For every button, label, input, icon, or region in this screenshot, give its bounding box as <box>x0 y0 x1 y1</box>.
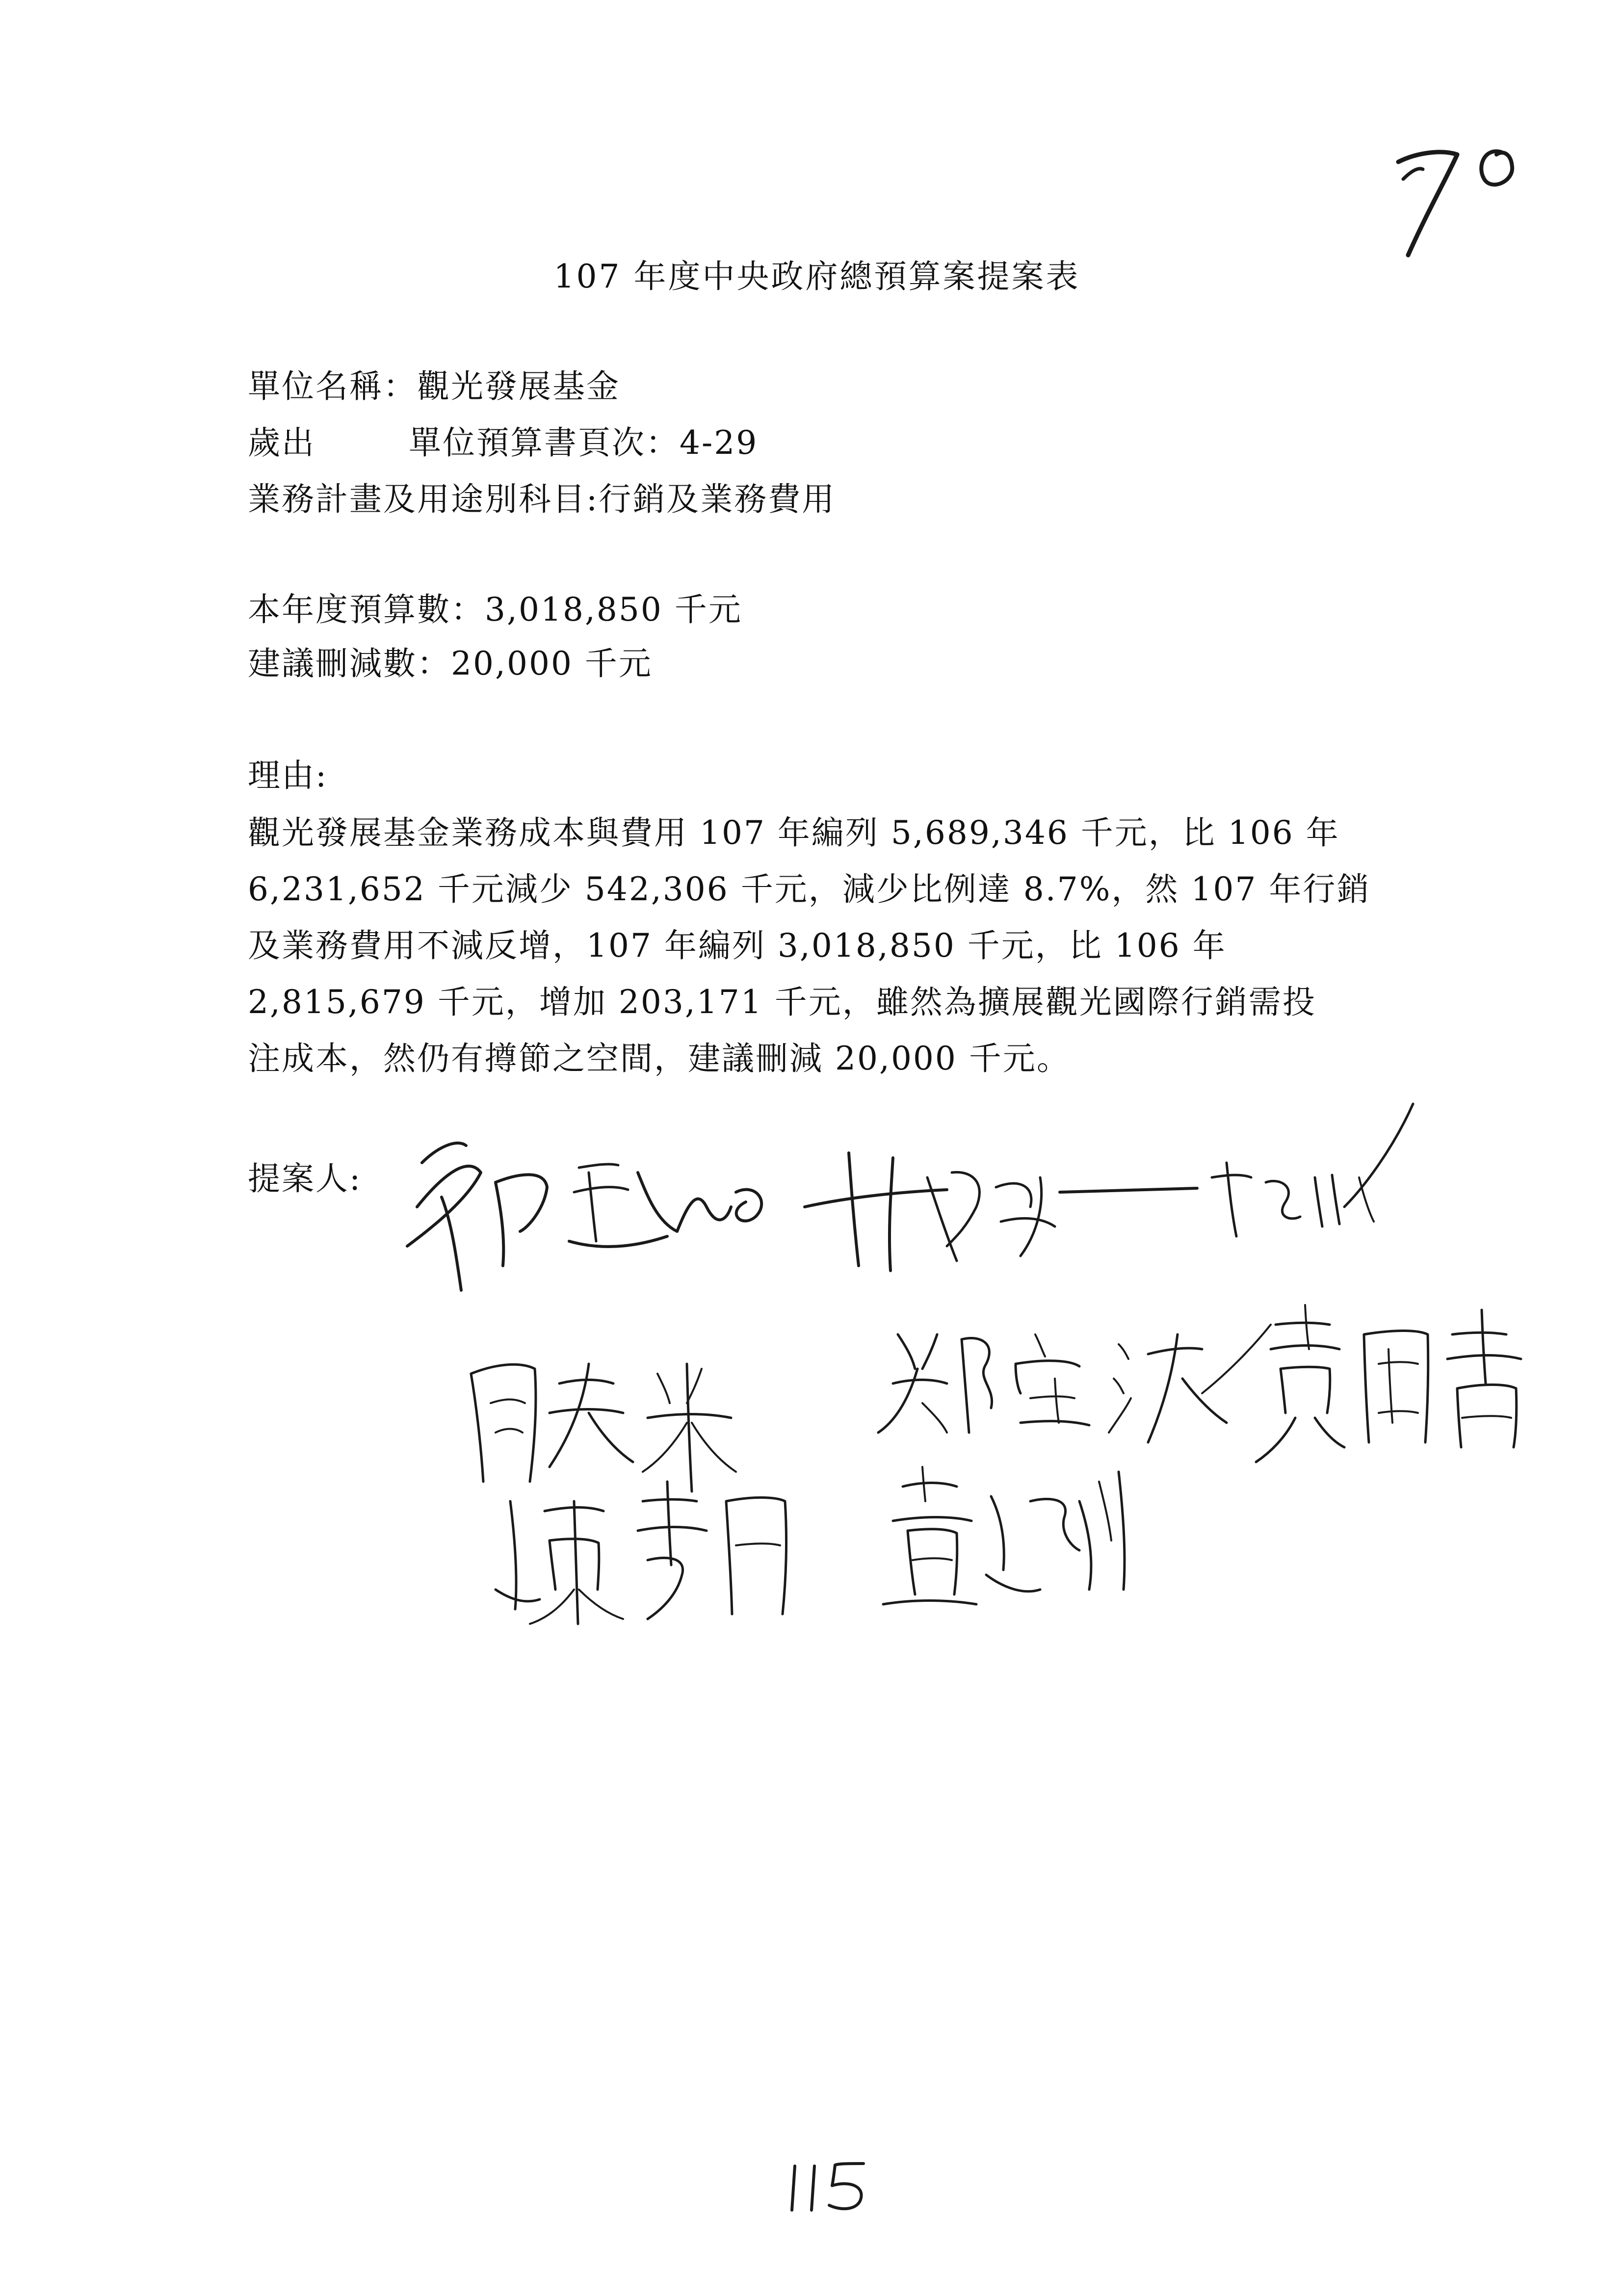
expense-label: 歲出 <box>248 424 315 462</box>
budget-page-value: 4-29 <box>680 424 759 462</box>
proposed-cut-label: 建議刪減數： <box>248 645 451 682</box>
reason-label: 理由: <box>248 757 328 794</box>
reason-line: 6,231,652 千元減少 542,306 千元，減少比例達 8.7%，然 107 年行銷 <box>248 870 1371 908</box>
subject-value: 行銷及業務費用 <box>599 480 836 518</box>
reason-line: 觀光發展基金業務成本與費用 107 年編列 5,689,346 千元，比 106 年 <box>248 814 1340 852</box>
reason-line: 及業務費用不減反增，107 年編列 3,018,850 千元，比 106 年 <box>248 927 1227 965</box>
reason-line: 2,815,679 千元，增加 203,171 千元，雖然為擴展觀光國際行銷需投 <box>248 983 1316 1021</box>
signature <box>1256 1305 1521 1462</box>
subject-field <box>248 480 836 518</box>
document-title: 107 年度中央政府總預算案提案表 <box>553 258 1080 295</box>
signature <box>407 1143 761 1290</box>
handwritten-number <box>1384 132 1531 280</box>
signature <box>883 1467 1125 1604</box>
signature <box>496 1482 786 1624</box>
proposed-cut-field <box>248 645 653 682</box>
budget-page-label: 單位預算書頁次： <box>409 424 680 462</box>
signature <box>878 1325 1271 1442</box>
signature-block <box>383 1060 1560 1648</box>
proposer-label: 提案人: <box>248 1160 362 1198</box>
expense-field <box>248 424 759 462</box>
proposed-cut-value: 20,000 千元 <box>451 645 653 682</box>
signature <box>805 1153 1197 1271</box>
budget-amount-label: 本年度預算數： <box>248 591 485 628</box>
signature <box>471 1364 736 1491</box>
budget-amount-value: 3,018,850 千元 <box>485 591 742 628</box>
signature <box>1212 1104 1413 1236</box>
budget-amount-field <box>248 591 742 628</box>
unit-name-value: 觀光發展基金 <box>417 367 620 405</box>
reason-line: 注成本，然仍有撙節之空間，建議刪減 20,000 千元。 <box>248 1040 1071 1077</box>
subject-label: 業務計畫及用途別科目: <box>248 480 599 518</box>
unit-name-field <box>248 367 620 405</box>
unit-name-label: 單位名稱： <box>248 367 417 405</box>
reason-body <box>248 805 1401 1087</box>
handwritten-page-number <box>780 2156 878 2215</box>
